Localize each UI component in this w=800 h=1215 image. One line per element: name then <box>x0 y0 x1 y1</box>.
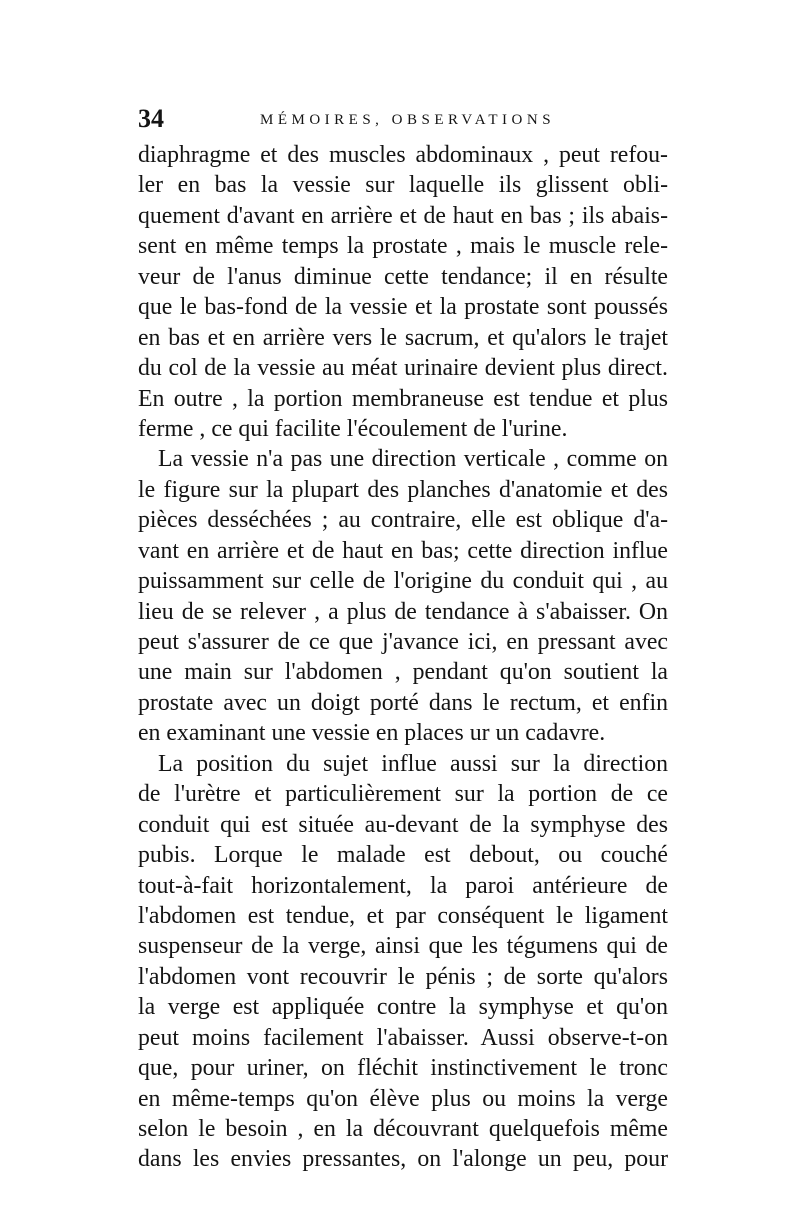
text-line: tout-à-fait horizontalement, la paroi antérieure de <box>138 872 668 899</box>
text-line: En outre , la portion membraneuse est tendue et plus <box>138 385 668 412</box>
paragraph <box>138 444 668 748</box>
paragraph <box>138 749 668 1175</box>
text-line: l'abdomen vont recouvrir le pénis ; de sorte qu'alors <box>138 963 668 990</box>
text-line: puissamment sur celle de l'origine du conduit qui , au <box>138 568 668 595</box>
text-line: La vessie n'a pas une direction verticale , comme on <box>158 446 668 473</box>
text-line: lieu de se relever , a plus de tendance à s'abaisser. On <box>138 598 668 625</box>
text-line: du col de la vessie au méat urinaire devient plus direct. <box>138 355 668 382</box>
text-line: conduit qui est située au-devant de la symphyse des <box>138 811 668 838</box>
text-line: quement d'avant en arrière et de haut en bas ; ils abais- <box>138 202 668 229</box>
paragraph <box>138 140 668 444</box>
text-line: selon le besoin , en la découvrant quelquefois même <box>138 1116 668 1142</box>
text-line: vant en arrière et de haut en bas; cette direction influe <box>138 537 668 564</box>
running-head: MÉMOIRES, OBSERVATIONS <box>260 112 556 128</box>
text-line: La position du sujet influe aussi sur la direction <box>158 750 668 777</box>
text-line: dans les envies pressantes, on l'alonge un peu, pour <box>138 1146 668 1173</box>
text-line: peut s'assurer de ce que j'avance ici, en pressant avec <box>138 629 668 655</box>
text-line: veur de l'anus diminue cette tendance; il en résulte <box>138 263 668 290</box>
text-line: prostate avec un doigt porté dans le rectum, et enfin <box>138 689 668 716</box>
text-line: la verge est appliquée contre la symphyse et qu'on <box>138 994 668 1021</box>
text-line: en même-temps qu'on élève plus ou moins la verge <box>138 1085 668 1112</box>
body-text <box>138 140 668 1175</box>
text-line: suspenseur de la verge, ainsi que les tégumens qui de <box>138 933 668 960</box>
text-line: ler en bas la vessie sur laquelle ils glissent obli- <box>138 172 668 199</box>
text-line: sent en même temps la prostate , mais le muscle rele- <box>138 233 668 260</box>
text-line: pièces desséchées ; au contraire, elle est oblique d'a- <box>138 507 668 534</box>
text-line: en bas et en arrière vers le sacrum, et qu'alors le trajet <box>138 324 668 351</box>
page-number: 34 <box>138 104 164 133</box>
text-line: en examinant une vessie en places ur un cadavre. <box>138 720 606 747</box>
page-header <box>138 102 658 136</box>
text-line: l'abdomen est tendue, et par conséquent le ligament <box>138 902 668 929</box>
text-line: diaphragme et des muscles abdominaux , peut refou- <box>138 142 668 168</box>
text-line: ferme , ce qui facilite l'écoulement de l'urine. <box>138 415 568 442</box>
text-line: de l'urètre et particulièrement sur la portion de ce <box>138 781 668 808</box>
text-line: peut moins facilement l'abaisser. Aussi observe-t-on <box>138 1024 668 1051</box>
text-line: pubis. Lorque le malade est debout, ou couché <box>138 842 668 869</box>
text-line: que, pour uriner, on fléchit instinctivement le tronc <box>138 1055 668 1082</box>
text-line: que le bas-fond de la vessie et la prostate sont poussés <box>138 294 668 321</box>
text-line: le figure sur la plupart des planches d'anatomie et des <box>138 476 668 503</box>
text-line: une main sur l'abdomen , pendant qu'on soutient la <box>138 659 668 686</box>
